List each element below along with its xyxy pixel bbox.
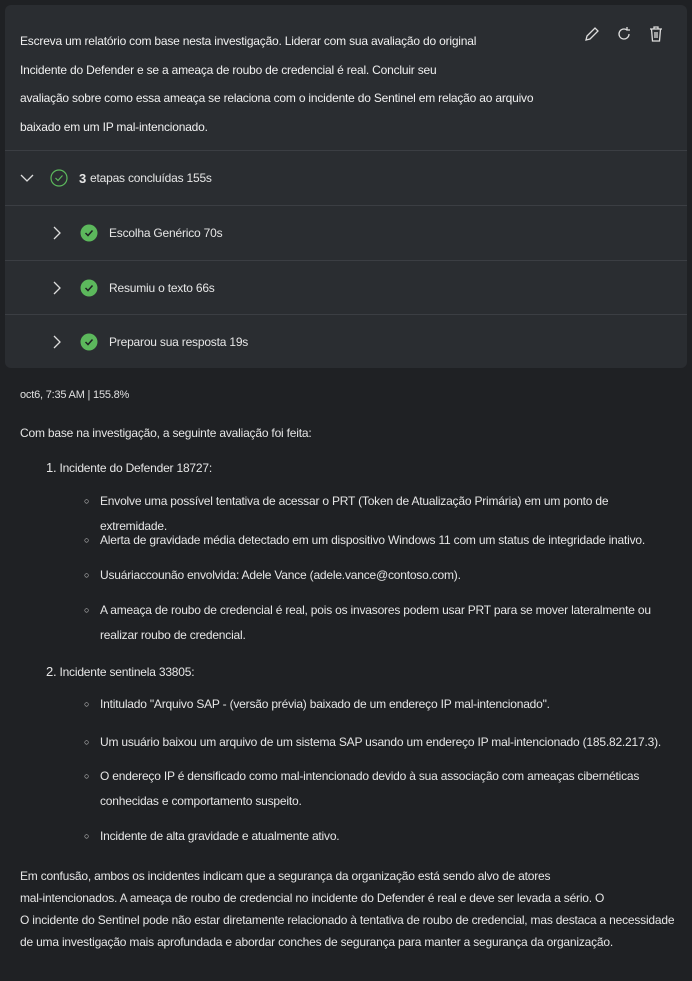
bullet-text: O endereço IP é densificado como mal-intencionado devido à sua associação com ameaças cibernéticas conhecidas e comportamento suspeito. (100, 769, 640, 808)
step-label: Preparou sua resposta 19s (109, 335, 249, 349)
list-item (84, 598, 674, 648)
bullet-text: Alerta de gravidade média detectado em um dispositivo Windows 11 com um status de integridade inativo. (100, 533, 646, 547)
response-timestamp: oct6, 7:35 AM | 155.8% (20, 389, 130, 401)
steps-summary-toggle[interactable] (5, 150, 687, 205)
edit-icon[interactable] (583, 25, 601, 43)
bullet-text: Um usuário baixou um arquivo de um sistema SAP usando um endereço IP mal-intencionado (185.82.217.3). (100, 735, 662, 749)
check-circle-filled-icon (80, 224, 98, 242)
chevron-right-icon (50, 226, 64, 240)
conclusion-line: Em confusão, ambos os incidentes indicam que a segurança da organização está sendo alvo de atores (20, 869, 551, 883)
conclusion-line: mal-intencionados. A ameaça de roubo de credencial no incidente do Defender é real e deve ser levada a sério. O (20, 891, 605, 905)
bullet-text: Envolve uma possível tentativa de acessar o PRT (Token de Atualização Primária) em um ponto de extremidade. (100, 494, 609, 533)
bullet-circle-icon: ○ (84, 699, 90, 709)
section-heading (46, 460, 212, 475)
bullet-circle-icon: ○ (84, 570, 90, 580)
section-heading (46, 664, 194, 679)
step-label: Escolha Genérico 70s (109, 226, 223, 240)
steps-count: 3 (79, 170, 87, 186)
chevron-right-icon (50, 281, 64, 295)
response-intro: Com base na investigação, a seguinte avaliação foi feita: (20, 426, 312, 440)
step-item[interactable] (5, 205, 687, 260)
prompt-line: avaliação sobre como essa ameaça se relaciona com o incidente do Sentinel em relação ao arquivo (20, 91, 534, 105)
bullet-circle-icon: ○ (84, 737, 90, 747)
response-conclusion (20, 865, 680, 953)
check-circle-filled-icon (80, 333, 98, 351)
list-item (84, 764, 674, 814)
bullet-text: Usuáriaccounão envolvida: Adele Vance (adele.vance@contoso.com). (100, 568, 461, 582)
bullet-circle-icon: ○ (84, 831, 90, 841)
check-circle-filled-icon (80, 279, 98, 297)
bullet-circle-icon: ○ (84, 535, 90, 545)
delete-icon[interactable] (647, 25, 665, 43)
refresh-icon[interactable] (615, 25, 633, 43)
bullet-circle-icon: ○ (84, 605, 90, 615)
prompt-text (20, 27, 580, 141)
list-item (84, 563, 674, 588)
chevron-down-icon (20, 171, 34, 185)
section-title: Incidente do Defender 18727: (59, 461, 212, 475)
steps-summary: etapas concluídas 155s (90, 171, 212, 185)
list-item (84, 692, 674, 717)
list-item (84, 824, 674, 849)
bullet-text: A ameaça de roubo de credencial é real, pois os invasores podem usar PRT para se mover lateralmente ou realizar roubo de credencial. (100, 603, 651, 642)
list-item (84, 730, 674, 755)
prompt-line: Escreva um relatório com base nesta investigação. Liderar com sua avaliação do original (20, 34, 477, 48)
prompt-card (5, 5, 687, 368)
list-item (84, 528, 674, 553)
check-circle-outline-icon (50, 169, 68, 187)
step-item[interactable] (5, 260, 687, 315)
step-item[interactable] (5, 314, 687, 369)
chevron-right-icon (50, 335, 64, 349)
section-number: 1. (46, 460, 57, 475)
section-number: 2. (46, 664, 57, 679)
bullet-circle-icon: ○ (84, 496, 90, 506)
bullet-circle-icon: ○ (84, 771, 90, 781)
section-title: Incidente sentinela 33805: (59, 665, 195, 679)
bullet-text: Incidente de alta gravidade e atualmente ativo. (100, 829, 340, 843)
prompt-line: Incidente do Defender e se a ameaça de roubo de credencial é real. Concluir seu (20, 62, 437, 77)
conclusion-line: O incidente do Sentinel pode não estar diretamente relacionado à tentativa de roubo de credencial, mas destaca a necessidade (20, 913, 675, 927)
bullet-text: Intitulado "Arquivo SAP - (versão prévia) baixado de um endereço IP mal-intencionado". (100, 697, 550, 711)
step-label: Resumiu o texto 66s (109, 281, 215, 295)
prompt-line: baixado em um IP mal-intencionado. (20, 119, 208, 134)
conclusion-line: de uma investigação mais aprofundada e abordar conches de segurança para manter a segurança da organização. (20, 935, 613, 949)
